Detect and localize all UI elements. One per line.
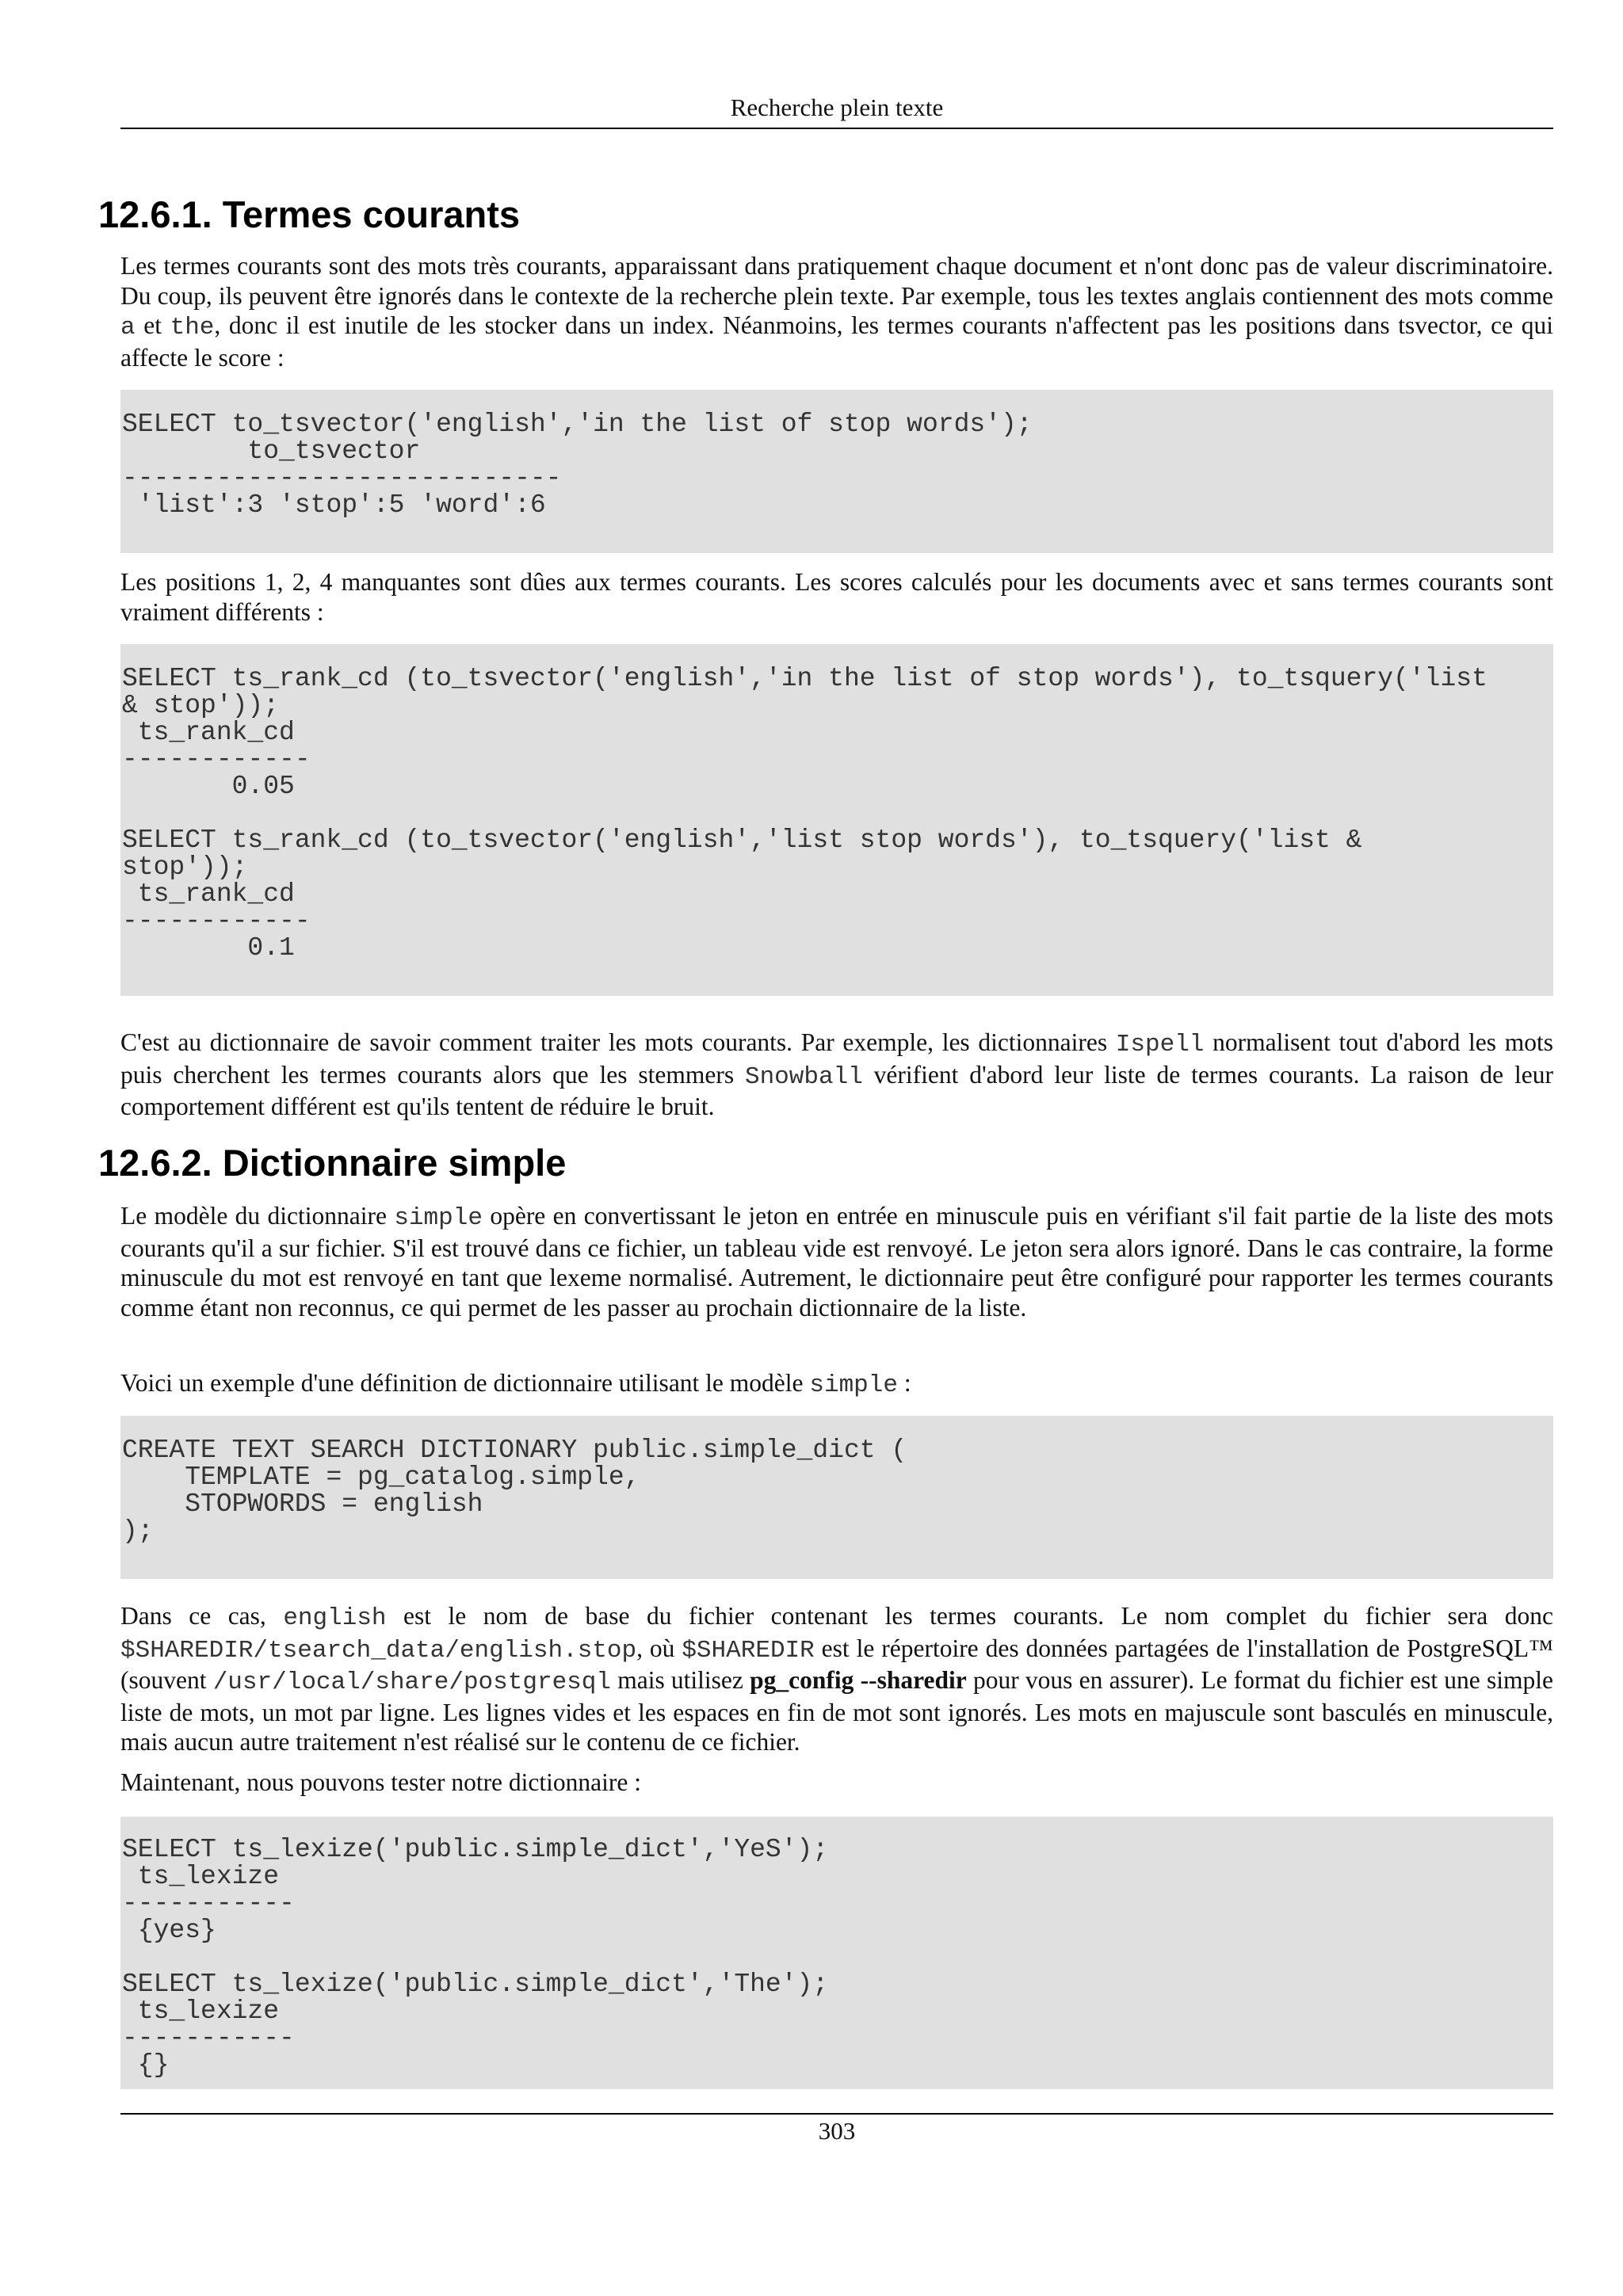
inline-code: simple [809,1371,898,1399]
paragraph-simple-template: Le modèle du dictionnaire simple opère en convertissant le jeton en entrée en minuscule puis en vérifiant s'il fait partie de la liste des mots courants qu'il a sur fichier. S'il est trouvé dans ce fichier, un tableau vide est renvoyé. Le jeton sera alors ignoré. Dans le cas contraire, la forme minuscule du mot est renvoyé en tant que lexeme normalisé. Autrement, le dictionnaire peut être configuré pour rapporter les termes courants comme étant non reconnus, ce qui permet de les passer au prochain dictionnaire de la liste. [120,1202,1553,1322]
inline-code: Snowball [744,1062,863,1091]
footer-rule [120,2113,1553,2115]
inline-code: the [170,314,215,341]
code-block [120,390,1553,553]
code-block [120,1817,1553,2089]
command-name: pg_config --sharedir [750,1666,967,1694]
paragraph-test-intro: Maintenant, nous pouvons tester notre dictionnaire : [120,1768,641,1796]
inline-code: english [283,1604,387,1632]
code-listing: CREATE TEXT SEARCH DICTIONARY public.simple_dict ( TEMPLATE = pg_catalog.simple, STOPWORDS = english ); [122,1436,907,1546]
paragraph-dictionary-behaviour: C'est au dictionnaire de savoir comment traiter les mots courants. Par exemple, les dictionnaires Ispell normalisent tout d'abord les mots puis cherchent les termes courants alors que les stemmers Snowball vérifient d'abord leur liste de termes courants. La raison de leur comportement différent est qu'ils tentent de réduire le bruit. [120,1028,1553,1120]
inline-code: /usr/local/share/postgresql [212,1669,611,1696]
header-rule [120,128,1553,129]
paragraph-stopwords-intro: Les termes courants sont des mots très courants, apparaissant dans pratiquement chaque document et n'ont donc pas de valeur discriminatoire. Du coup, ils peuvent être ignorés dans le contexte de la recherche plein texte. Par exemple, tous les textes anglais contiennent des mots comme a et the, donc il est inutile de les stocker dans un index. Néanmoins, les termes courants n'affectent pas les positions dans tsvector, ce qui affecte le score : [120,252,1554,372]
inline-code: $SHAREDIR [682,1636,815,1665]
code-listing: SELECT ts_rank_cd (to_tsvector('english','in the list of stop words'), to_tsquery('list & stop')); ts_rank_cd ------------ 0.05 SELECT ts_rank_cd (to_tsvector('english','list stop words'), to_tsquery('list & stop')); ts_rank_cd ------------ 0.1 [122,664,1487,963]
running-header: Recherche plein texte [730,93,944,121]
section-heading-dictionnaire-simple: 12.6.2. Dictionnaire simple [98,1142,567,1184]
inline-code: $SHAREDIR/tsearch_data/english.stop [120,1636,637,1665]
code-block [120,1416,1553,1579]
code-listing: SELECT ts_lexize('public.simple_dict','YeS'); ts_lexize ----------- {yes} SELECT ts_lexize('public.simple_dict','The'); ts_lexize ----------- {} [122,1835,829,2080]
inline-code: simple [394,1204,483,1232]
inline-code: Ispell [1115,1031,1205,1058]
paragraph-missing-positions: Les positions 1, 2, 4 manquantes sont dûes aux termes courants. Les scores calculés pour les documents avec et sans termes courants sont vraiment différents : [120,568,1553,626]
paragraph-stopwords-file: Dans ce cas, english est le nom de base du fichier contenant les termes courants. Le nom complet du fichier sera donc $SHAREDIR/tsearch_data/english.stop, où $SHAREDIR est le répertoire des données partagées de l'installation de PostgreSQL™ (souvent /usr/local/share/postgresql mais utilisez pg_config --sharedir pour vous en assurer). Le format du fichier est une simple liste de mots, un mot par ligne. Les lignes vides et les espaces en fin de mot sont ignorés. Les mots en majuscule sont basculés en minuscule, mais aucun autre traitement n'est réalisé sur le contenu de ce fichier. [120,1602,1554,1756]
inline-code: a [120,314,136,341]
page-number: 303 [818,2117,856,2145]
code-block [120,644,1553,996]
code-listing: SELECT to_tsvector('english','in the list of stop words'); to_tsvector ---------------------------- 'list':3 'stop':5 'word':6 [122,410,1033,520]
paragraph-example-intro: Voici un exemple d'une définition de dictionnaire utilisant le modèle simple : [120,1369,911,1399]
section-heading-termes-courants: 12.6.1. Termes courants [98,193,521,235]
